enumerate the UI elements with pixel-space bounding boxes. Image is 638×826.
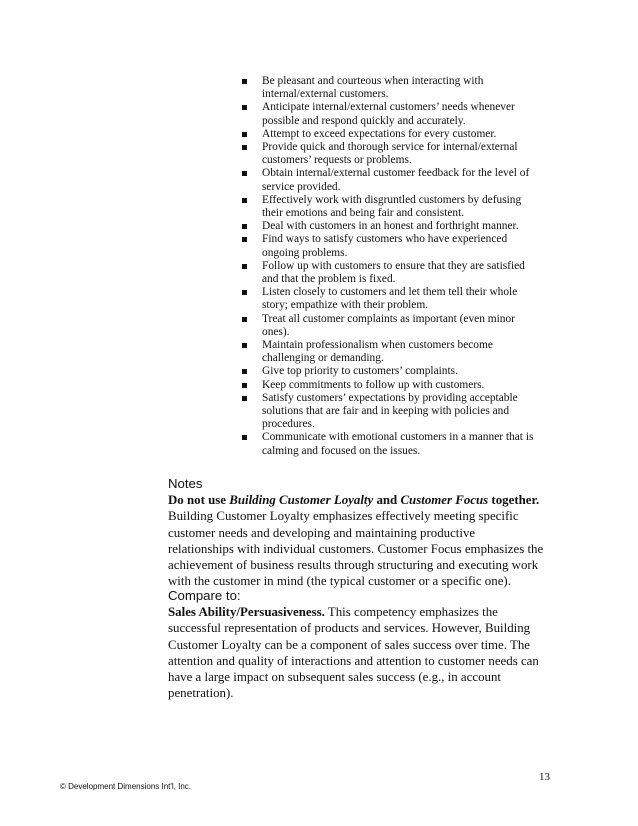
behavior-bullet-list bbox=[240, 75, 540, 458]
square-bullet-icon bbox=[242, 317, 247, 322]
square-bullet-icon bbox=[242, 435, 247, 440]
bullet-item bbox=[240, 379, 540, 392]
lead-title-customer-focus: Customer Focus bbox=[400, 493, 489, 507]
notes-text bbox=[168, 492, 544, 590]
bullet-text: Deal with customers in an honest and forthright manner. bbox=[262, 220, 519, 233]
bullet-item bbox=[240, 128, 540, 141]
square-bullet-icon bbox=[242, 383, 247, 388]
lead-title-building-customer-loyalty: Building Customer Loyalty bbox=[229, 493, 374, 507]
bullet-item bbox=[240, 167, 540, 193]
bullet-item bbox=[240, 286, 540, 312]
bullet-text: Follow up with customers to ensure that they are satisfied and that the problem is fixed. bbox=[262, 259, 525, 286]
bullet-item bbox=[240, 220, 540, 233]
compare-text bbox=[168, 604, 544, 702]
compare-lead: Sales Ability/Persuasiveness. bbox=[168, 605, 325, 619]
bullet-item bbox=[240, 313, 540, 339]
notes-section bbox=[168, 476, 544, 590]
square-bullet-icon bbox=[242, 237, 247, 242]
square-bullet-icon bbox=[242, 369, 247, 374]
bullet-item bbox=[240, 365, 540, 378]
bullet-text: Maintain professionalism when customers become challenging or demanding. bbox=[262, 339, 493, 365]
bullet-text: Effectively work with disgruntled customers by defusing their emotions and being fair and consistent. bbox=[262, 193, 522, 220]
bullet-text: Listen closely to customers and let them tell their whole story; empathize with their problem. bbox=[262, 286, 518, 312]
square-bullet-icon bbox=[242, 79, 247, 84]
square-bullet-icon bbox=[242, 198, 247, 203]
square-bullet-icon bbox=[242, 105, 247, 110]
bullet-text: Give top priority to customers’ complaints. bbox=[262, 365, 458, 378]
bullet-text: Anticipate internal/external customers’ needs whenever possible and respond quickly and accurately. bbox=[262, 101, 515, 127]
bullet-text: Be pleasant and courteous when interacting with internal/external customers. bbox=[262, 75, 484, 101]
bullet-item bbox=[240, 392, 540, 432]
bullet-item bbox=[240, 431, 540, 457]
bullet-text: Attempt to exceed expectations for every customer. bbox=[262, 127, 497, 140]
bullet-item bbox=[240, 339, 540, 365]
page-number: 13 bbox=[539, 771, 550, 783]
bullet-item bbox=[240, 141, 540, 167]
bullet-text: Find ways to satisfy customers who have experienced ongoing problems. bbox=[262, 233, 508, 259]
compare-heading: Compare to: bbox=[168, 588, 241, 603]
square-bullet-icon bbox=[242, 264, 247, 269]
notes-lead: Do not use Building Customer Loyalty and Customer Focus together. bbox=[168, 493, 540, 507]
copyright-footer: © Development Dimensions Int'l, Inc. bbox=[60, 782, 192, 791]
bullet-text: Provide quick and thorough service for internal/external customers’ requests or problems. bbox=[262, 141, 518, 167]
bullet-item bbox=[240, 194, 540, 220]
square-bullet-icon bbox=[242, 224, 247, 229]
notes-body: Building Customer Loyalty emphasizes effectively meeting specific customer needs and developing and maintaining productive relationships with individual customers. Customer Focus emphasizes the achievement of business results through structuring and executing work with the customer in mind (the typical customer or a specific one). bbox=[168, 509, 544, 589]
square-bullet-icon bbox=[242, 145, 247, 150]
compare-section bbox=[168, 588, 544, 702]
notes-heading: Notes bbox=[168, 476, 203, 491]
bullet-item bbox=[240, 101, 540, 127]
bullet-item bbox=[240, 233, 540, 259]
square-bullet-icon bbox=[242, 171, 247, 176]
bullet-text: Satisfy customers’ expectations by providing acceptable solutions that are fair and in keeping with policies and procedures. bbox=[262, 391, 518, 431]
square-bullet-icon bbox=[242, 132, 247, 137]
square-bullet-icon bbox=[242, 396, 247, 401]
compare-body: This competency emphasizes the successful representation of products and services. However, Building Customer Loyalty can be a component of sales success over time. The attention and quality of interactions and attention to customer needs can have a large impact on subsequent sales success (e.g., in account penetration). bbox=[168, 605, 539, 701]
bullet-text: Keep commitments to follow up with customers. bbox=[262, 378, 485, 391]
square-bullet-icon bbox=[242, 290, 247, 295]
bullet-item bbox=[240, 75, 540, 101]
bullet-text: Treat all customer complaints as important (even minor ones). bbox=[262, 312, 515, 338]
bullet-item bbox=[240, 260, 540, 286]
square-bullet-icon bbox=[242, 343, 247, 348]
bullet-text: Communicate with emotional customers in a manner that is calming and focused on the issues. bbox=[262, 431, 534, 457]
bullet-text: Obtain internal/external customer feedback for the level of service provided. bbox=[262, 167, 530, 193]
